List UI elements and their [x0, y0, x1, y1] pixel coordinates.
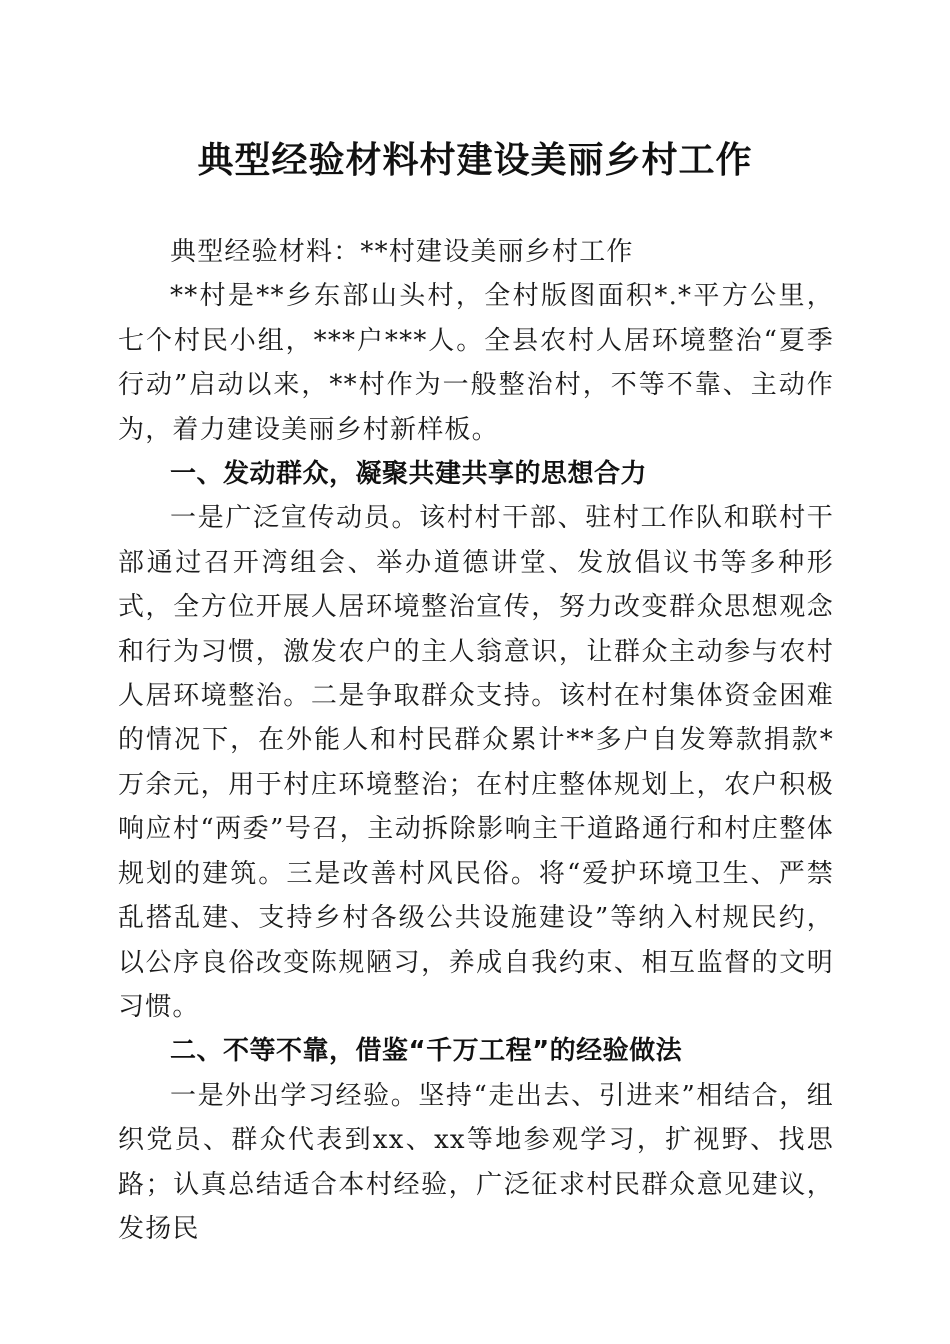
paragraph-section-1: 一是广泛宣传动员。该村村干部、驻村工作队和联村干部通过召开湾组会、举办道德讲堂、发放倡议书等多种形式，全方位开展人居环境整治宣传，努力改变群众思想观念和行为习惯，激发农户的主人翁意识，让群众主动参与农村人居环境整治。二是争取群众支持。该村在村集体资金困难的情况下，在外能人和村民群众累计**多户自发筹款捐款*万余元，用于村庄环境整治；在村庄整体规划上，农户积极响应村“两委”号召，主动拆除影响主干道路通行和村庄整体规划的建筑。三是改善村风民俗。将“爱护环境卫生、严禁乱搭乱建、支持乡村各级公共设施建设”等纳入村规民约，以公序良俗改变陈规陋习，养成自我约束、相互监督的文明习惯。 — [118, 503, 834, 1022]
section-heading-2: 二、不等不靠，借鉴“千万工程”的经验做法 — [170, 1036, 683, 1067]
paragraph-section-2: 一是外出学习经验。坚持“走出去、引进来”相结合，组织党员、群众代表到xx、xx等地参观学习，扩视野、找思路；认真总结适合本村经验，广泛征求村民群众意见建议，发扬民 — [118, 1080, 834, 1244]
section-heading-1: 一、发动群众，凝聚共建共享的思想合力 — [170, 459, 648, 490]
paragraph-subtitle: 典型经验材料：**村建设美丽乡村工作 — [170, 237, 634, 267]
document-body — [118, 230, 834, 1251]
document-title: 典型经验材料村建设美丽乡村工作 — [197, 139, 753, 181]
paragraph-intro: **村是**乡东部山头村，全村版图面积*.*平方公里，七个村民小组，***户***人。全县农村人居环境整治“夏季行动”启动以来，**村作为一般整治村，不等不靠、主动作为，着力建设美丽乡村新样板。 — [118, 281, 834, 445]
